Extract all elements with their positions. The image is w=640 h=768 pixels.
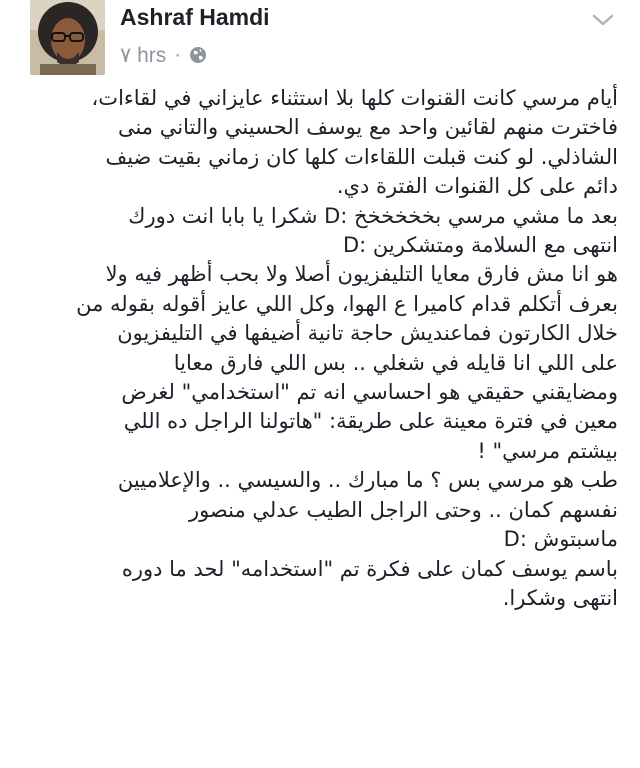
post-line: على اللي انا قايله في شغلي .. بس اللي فارق معايا — [173, 350, 618, 375]
post-line: ومضايقني حقيقي هو احساسي انه تم "استخدامي" لغرض — [121, 380, 618, 405]
post-line: بعد ما مشي مرسي بخخخخخخ :D شكرا يا بابا انت دورك — [128, 203, 618, 228]
post-header — [0, 0, 640, 80]
globe-icon[interactable] — [189, 46, 207, 64]
post-line: ماسبتوش :D — [503, 527, 618, 552]
post-line: دائم على كل القنوات الفترة دي. — [336, 174, 618, 199]
author-avatar[interactable] — [30, 0, 105, 75]
meta-separator: · — [174, 44, 181, 66]
post-line: هو انا مش فارق معايا التليفزيون أصلا ولا بحب أظهر فيه ولا — [105, 262, 618, 287]
post-line: أيام مرسي كانت القنوات كلها بلا استثناء عايزاني في لقاءات، — [91, 86, 618, 110]
post-line: باسم يوسف كمان على فكرة تم "استخدامه" لحد ما دوره — [121, 556, 618, 581]
post-line: بيشتم مرسي" ! — [477, 438, 618, 463]
post-body — [20, 84, 618, 613]
timestamp-link[interactable]: ٧ hrs — [120, 43, 167, 67]
post-meta — [120, 42, 207, 68]
author-name-link[interactable]: Ashraf Hamdi — [120, 4, 270, 30]
avatar-photo — [30, 0, 105, 75]
post-line: بعرف أتكلم قدام كاميرا ع الهوا، وكل اللي عايز أقوله بقوله من — [76, 291, 618, 316]
post-line: نفسهم كمان .. وحتى الراجل الطيب عدلي منصور — [188, 497, 618, 522]
chevron-down-icon[interactable] — [590, 10, 616, 30]
post-line: طب هو مرسي بس ؟ ما مبارك .. والسيسي .. والإعلاميين — [117, 468, 618, 493]
post-line: معين في فترة معينة على طريقة: "هاتولنا الراجل ده اللي — [123, 409, 618, 434]
post-line: الشاذلي. لو كنت قبلت اللقاءات كلها كان زماني بقيت ضيف — [105, 144, 618, 169]
post-line: خلال الكارتون فماعنديش حاجة تانية أضيفها في التليفزيون — [117, 321, 618, 346]
post-line: انتهى وشكرا. — [502, 585, 618, 610]
post-line: انتهى مع السلامة ومتشكرين :D — [342, 233, 618, 258]
post-line: فاخترت منهم لقائين واحد مع يوسف الحسيني والتاني منى — [117, 115, 618, 140]
